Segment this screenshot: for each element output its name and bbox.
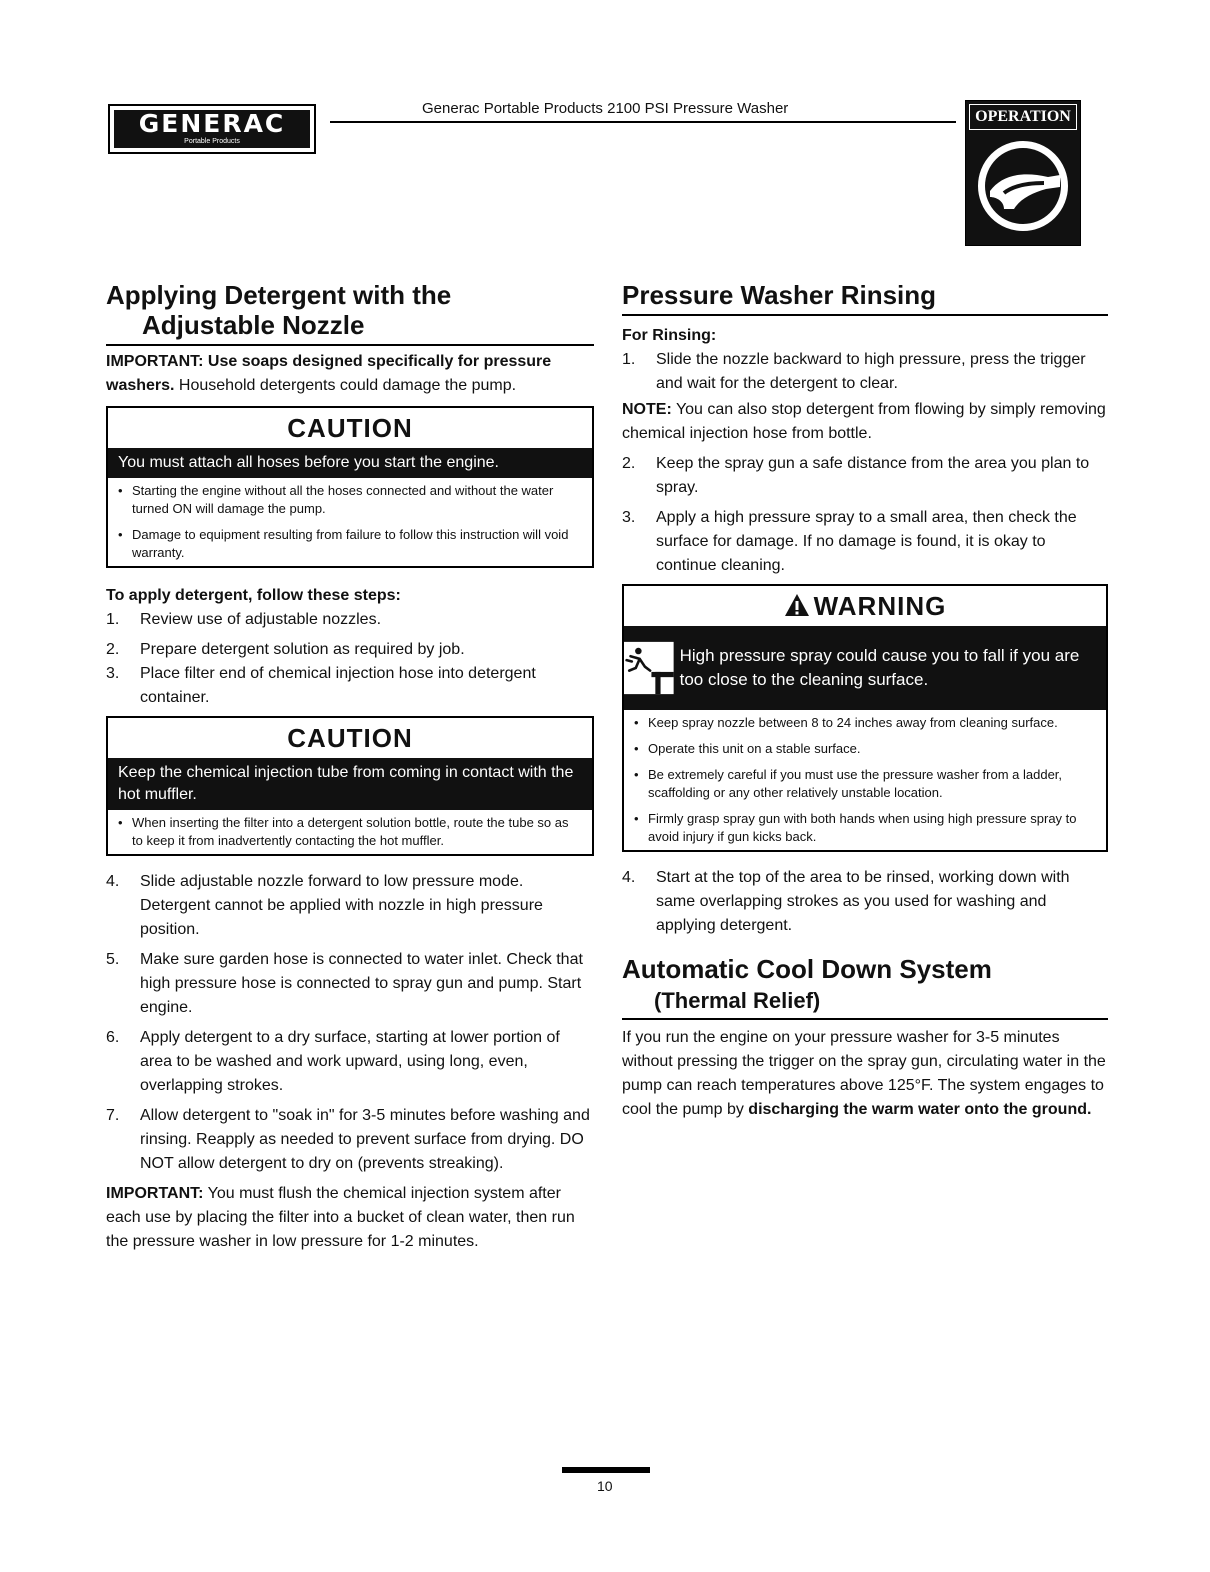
important-note [106,350,594,398]
bullet-icon: • [634,811,639,826]
bullet-icon: • [634,767,639,782]
caution-bullet [108,478,592,522]
bullet-icon: • [118,483,123,498]
header-rule [330,121,956,123]
list-item [106,870,594,942]
step-number: 6. [106,1029,120,1046]
warning-box [622,584,1108,852]
falling-person-icon [624,628,674,708]
step-number: 2. [622,455,636,472]
caution-title: CAUTION [287,413,413,443]
logo-wordmark: GENERAC [138,109,286,138]
step-text: Apply a high pressure spray to a small area, then check the surface for damage. If no damage is found, it is okay to continue cleaning. [656,509,1077,574]
caution-box-hoses [106,406,594,568]
generac-logo [108,104,316,154]
caution-bullet [108,522,592,566]
warning-bullet-text: Firmly grasp spray gun with both hands when using high pressure spray to avoid injury if gun kicks back. [648,811,1077,844]
bullet-icon: • [634,715,639,730]
list-item [106,608,594,632]
list-item [622,348,1108,396]
warning-bullet [624,736,1106,762]
rinsing-steps-a [622,452,1108,578]
step-text: Prepare detergent solution as required by job. [140,641,465,658]
step-text: Apply detergent to a dry surface, starting at lower portion of area to be washed and work upward, using long, even, overlapping strokes. [140,1029,560,1094]
warning-bullet [624,762,1106,806]
rinsing-subheading: For Rinsing: [622,327,717,344]
cool-down-text [622,1026,1108,1122]
bullet-icon: • [634,741,639,756]
list-item [106,1104,594,1176]
important2-bold: IMPORTANT: [106,1185,204,1202]
heading-rule [106,344,594,346]
logo-subtext: Portable Products [184,138,240,145]
caution-box-muffler [106,716,594,856]
step-number: 7. [106,1107,120,1124]
rinsing-step-4 [622,866,1108,938]
heading-line-2: Adjustable Nozzle [142,310,365,340]
detergent-steps-b [106,870,594,1176]
important-bold: IMPORTANT: Use soaps designed specifically for pressure washers. [106,353,552,394]
step-number: 4. [622,869,636,886]
cool-bold: discharging the warm water onto the ground. [748,1101,1092,1118]
list-item [106,662,594,710]
caution-bullet-text: When inserting the filter into a detergent solution bottle, route the tube so as to keep it from inadvertently contacting the hot muffler. [132,815,569,848]
step-number: 3. [622,509,636,526]
step-text: Slide the nozzle backward to high pressure, press the trigger and wait for the detergent to clear. [656,351,1086,392]
heading-line-2: (Thermal Relief) [654,988,821,1013]
bullet-icon: • [118,527,123,542]
warning-bullet [624,710,1106,736]
list-item [622,452,1108,500]
warning-bullet [624,806,1106,850]
page-number: 10 [597,1478,613,1494]
list-item [106,1026,594,1098]
step-number: 1. [622,351,636,368]
warning-band-text: High pressure spray could cause you to fall if you are too close to the cleaning surface. [679,646,1080,689]
heading-rule [622,1018,1108,1020]
warning-bullet-text: Be extremely careful if you must use the pressure washer from a ladder, scaffolding or any other relatively unstable location. [648,767,1063,800]
right-column [622,280,1108,1122]
caution-bullet-text: Damage to equipment resulting from failure to follow this instruction will void warranty. [132,527,569,560]
warning-title-row [624,586,1106,626]
warning-title: WARNING [813,591,947,621]
step-number: 5. [106,951,120,968]
left-column [106,280,594,1254]
section-heading-cool-down [622,954,1108,1016]
step-text: Allow detergent to "soak in" for 3-5 minutes before washing and rinsing. Reapply as needed to prevent surface from drying. DO NOT allow detergent to dry on (prevents streaking). [140,1107,590,1172]
caution-band: You must attach all hoses before you start the engine. [108,448,592,478]
heading-line-1: Applying Detergent with the [106,280,452,310]
heading-rule [622,314,1108,316]
important2-rest: You must flush the chemical injection system after each use by placing the filter into a bucket of clean water, then run the pressure washer in low pressure for 1-2 minutes. [106,1185,575,1250]
step-number: 3. [106,665,120,682]
bullet-icon: • [118,815,123,830]
step-text: Make sure garden hose is connected to water inlet. Check that high pressure hose is connected to spray gun and pump. Start engine. [140,951,583,1016]
caution-bullet-text: Starting the engine without all the hoses connected and without the water turned ON will damage the pump. [132,483,554,516]
step-text: Slide adjustable nozzle forward to low pressure mode. Detergent cannot be applied with nozzle in high pressure position. [140,873,543,938]
warning-band [624,626,1106,710]
important-flush-note [106,1182,594,1254]
note-bold: NOTE: [622,401,672,418]
step-text: Keep the spray gun a safe distance from the area you plan to spray. [656,455,1090,496]
pressure-washer-gun-icon [974,135,1072,237]
list-item [622,506,1108,578]
list-item [622,866,1108,938]
caution-bullet [108,810,592,854]
document-title: Generac Portable Products 2100 PSI Pressure Washer [422,100,789,117]
step-text: Place filter end of chemical injection hose into detergent container. [140,665,536,706]
note-rest: You can also stop detergent from flowing by simply removing chemical injection hose from bottle. [622,401,1106,442]
operation-label: OPERATION [969,104,1077,130]
warning-triangle-icon [784,593,810,617]
rinsing-step-1 [622,348,1108,396]
cool-text: If you run the engine on your pressure washer for 3-5 minutes without pressing the trigger on the spray gun, circulating water in the pump can reach temperatures above 125°F. The system engages to cool the pump by [622,1029,1106,1118]
step-number: 4. [106,873,120,890]
important-rest: Household detergents could damage the pump. [174,377,517,394]
caution-title: CAUTION [287,723,413,753]
step-text: Review use of adjustable nozzles. [140,611,382,628]
detergent-steps-a [106,608,594,710]
steps-heading: To apply detergent, follow these steps: [106,587,401,604]
step-text: Start at the top of the area to be rinsed, working down with same overlapping strokes as you used for washing and applying detergent. [656,869,1070,934]
section-heading-rinsing: Pressure Washer Rinsing [622,280,937,310]
step-number: 1. [106,611,120,628]
heading-line-1: Automatic Cool Down System [622,954,992,984]
warning-bullet-text: Operate this unit on a stable surface. [648,741,861,756]
section-heading-detergent [106,280,594,340]
caution-band: Keep the chemical injection tube from coming in contact with the hot muffler. [108,758,592,810]
step-number: 2. [106,641,120,658]
operation-section-tab [965,100,1081,246]
rinsing-note [622,398,1108,446]
list-item [106,638,594,662]
warning-bullet-text: Keep spray nozzle between 8 to 24 inches away from cleaning surface. [648,715,1058,730]
page-number-bar [562,1467,650,1473]
list-item [106,948,594,1020]
